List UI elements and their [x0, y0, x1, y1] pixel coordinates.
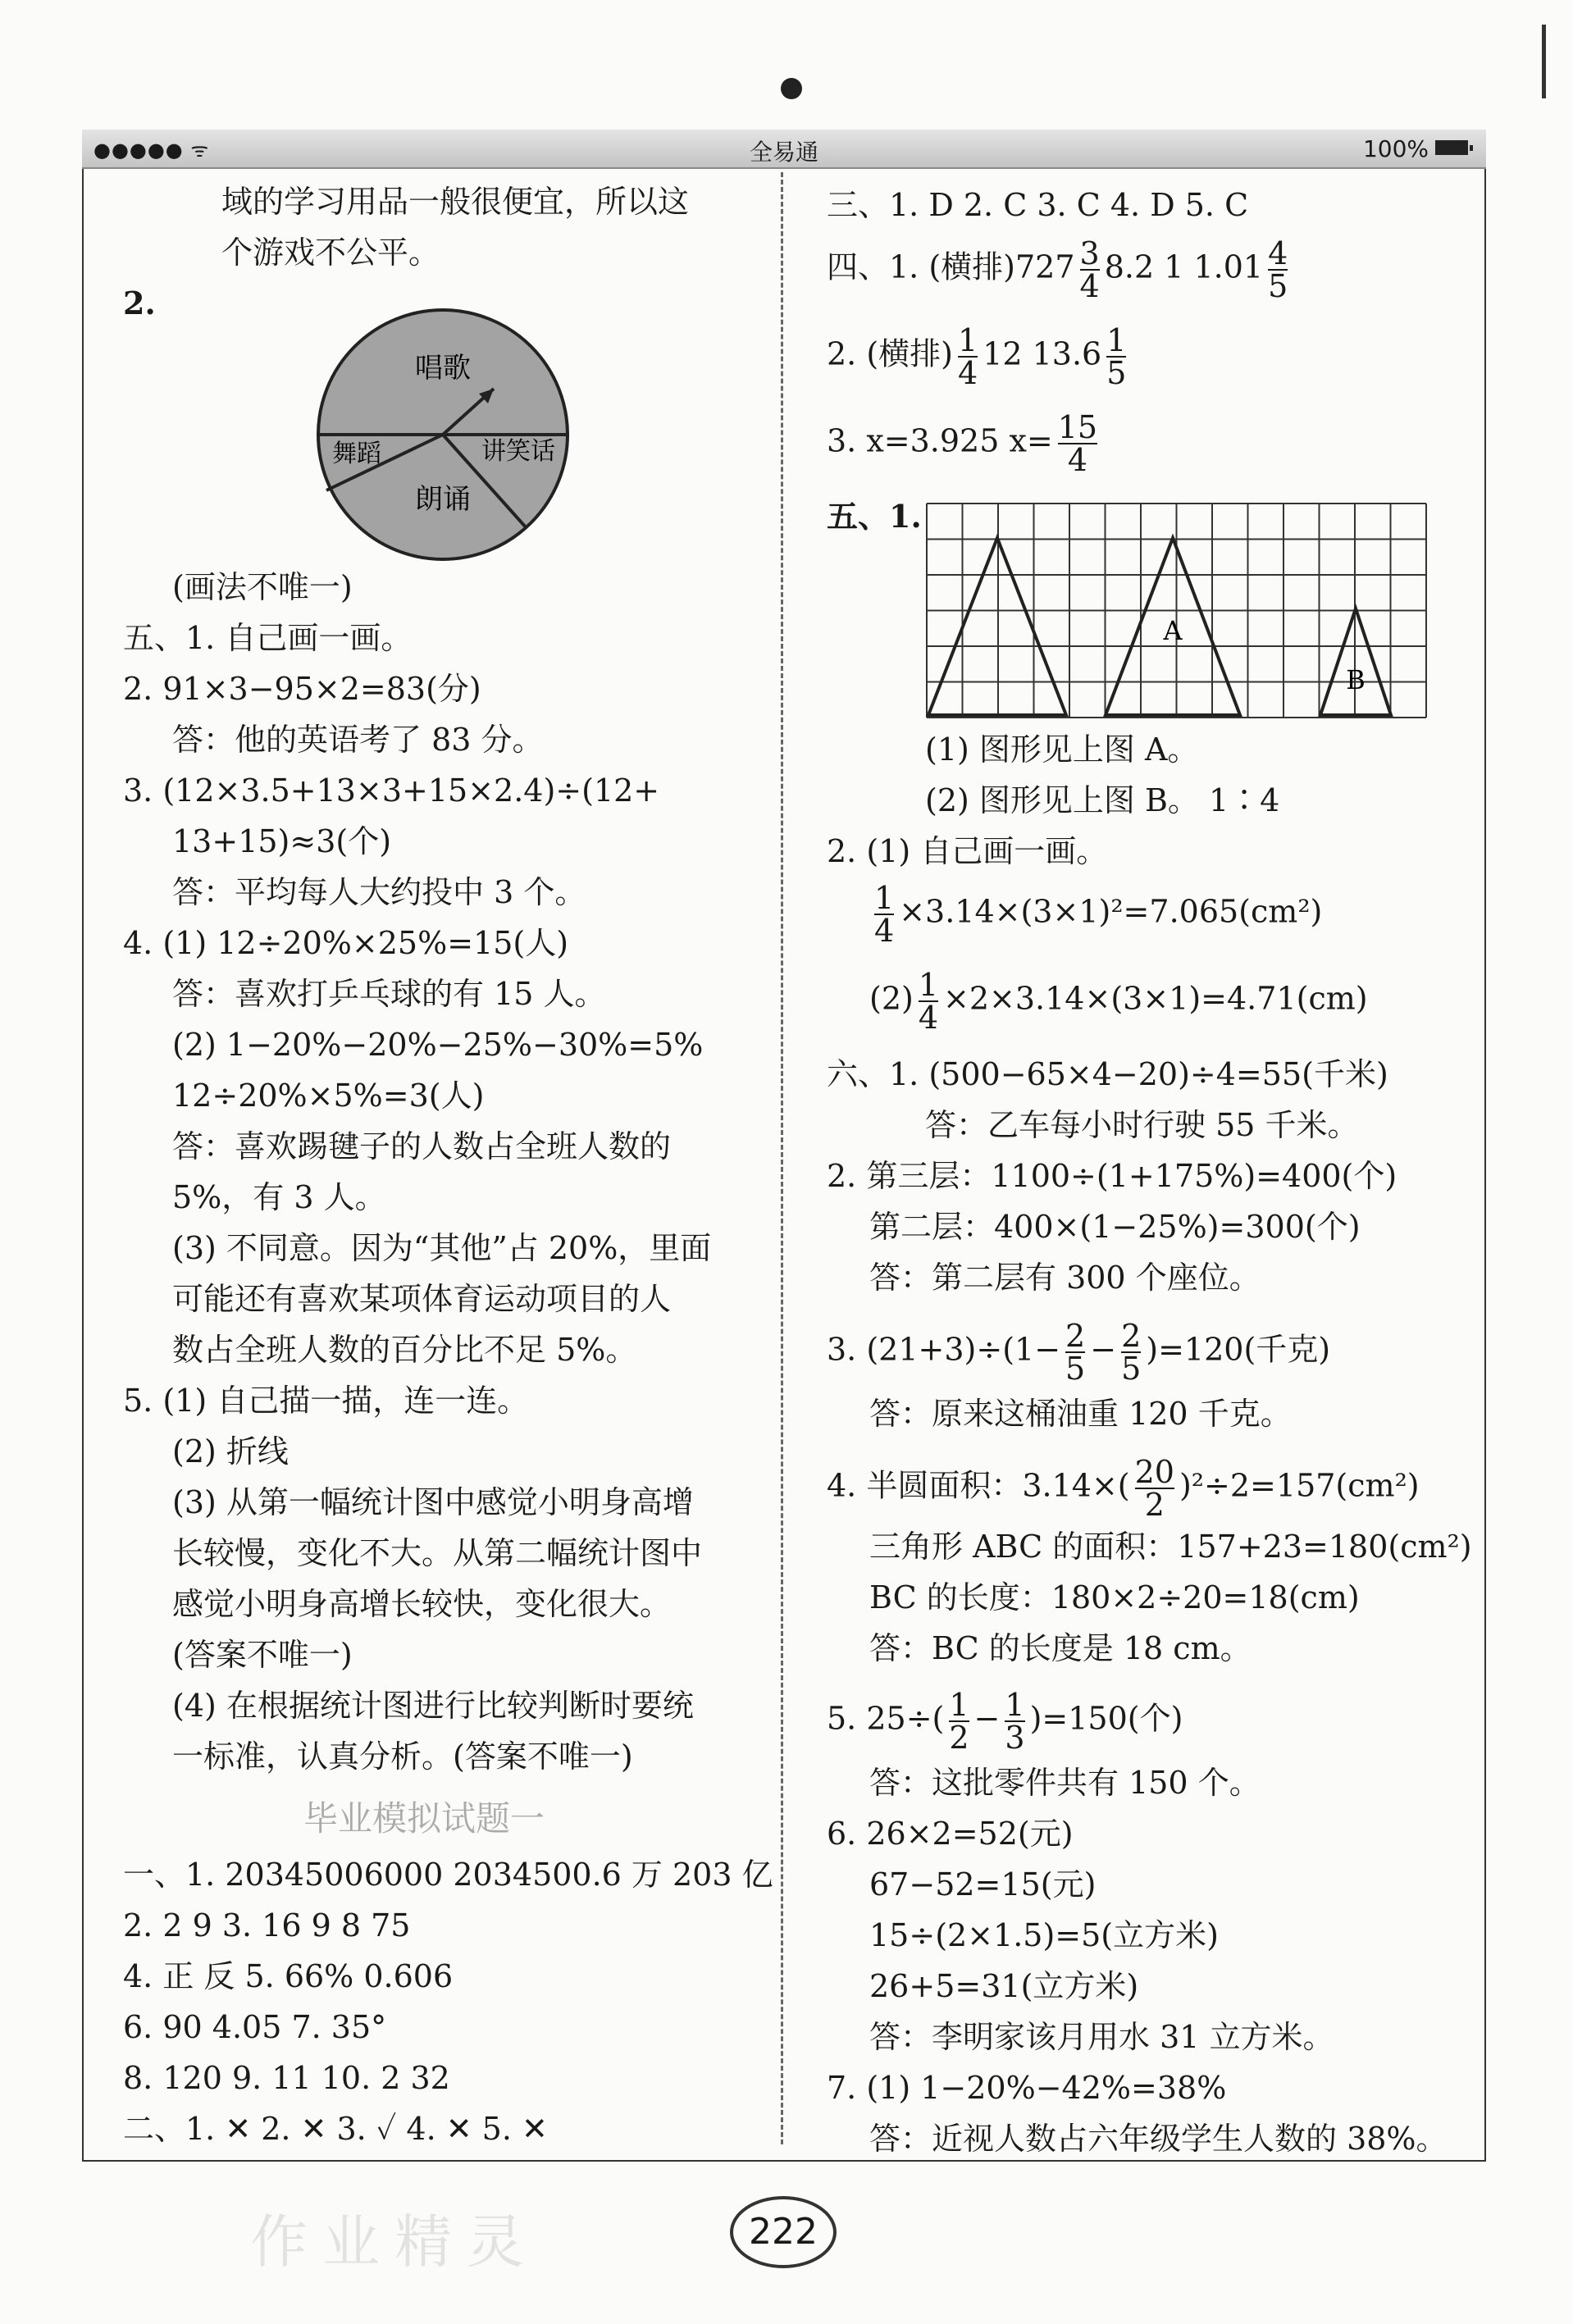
text-line: 26+5=31(立方米) [869, 1968, 1139, 2004]
text-line: 5%，有 3 人。 [172, 1179, 386, 1215]
section-title: 毕业模拟试题一 [303, 1798, 545, 1839]
text-line: (2) $\frac{1}{4}$ ×2×3.14×(3×1)=4.71(cm) [869, 967, 1368, 1036]
text-line: (画法不唯一) [172, 569, 353, 605]
text-line: 2. 91×3−95×2=83(分) [123, 671, 481, 707]
text-line: 6. 90 4.05 7. 35° [123, 2009, 387, 2045]
text-line: 答：近视人数占六年级学生人数的 38%。 [869, 2121, 1448, 2157]
text-line: 6. 26×2=52(元) [827, 1816, 1074, 1852]
item-number: 五、1. [827, 498, 922, 535]
text-line: 感觉小明身高增长较快，变化很大。 [172, 1586, 672, 1622]
top-dot [781, 78, 802, 99]
text-line: (2) 1−20%−20%−25%−30%=5% [172, 1027, 704, 1063]
edge-mark [1542, 25, 1546, 98]
text-line: 个游戏不公平。 [221, 235, 440, 271]
text-line: 2. 第三层：1100÷(1+175%)=400(个) [827, 1158, 1397, 1194]
text-line: 4. 半圆面积：3.14×( $\frac{20}{2}$ )²÷2=157(cm²) [827, 1454, 1420, 1523]
text-line: 15÷(2×1.5)=5(立方米) [869, 1917, 1219, 1953]
text-line: 答：乙车每小时行驶 55 千米。 [925, 1107, 1359, 1143]
app-title: 全易通 [749, 139, 818, 166]
text-line: (4) 在根据统计图进行比较判断时要统 [172, 1688, 694, 1724]
text-line: 二、1. ✕ 2. ✕ 3. ✓ 4. ✕ 5. ✕ [123, 2111, 548, 2147]
text-line: 一、1. 20345006000 2034500.6 万 203 亿 [123, 1857, 773, 1893]
text-line: 答：第二层有 300 个座位。 [869, 1260, 1261, 1296]
text-line: 3. (21+3)÷(1− $\frac{2}{5}$ − $\frac{2}{5}$ )=120(千克) [827, 1318, 1331, 1387]
pie-chart [312, 303, 574, 566]
text-line: 7. (1) 1−20%−42%=38% [827, 2070, 1227, 2106]
text-line: 3. (12×3.5+13×3+15×2.4)÷(12+ [123, 772, 660, 809]
text-line: 4. 正 反 5. 66% 0.606 [123, 1958, 454, 1994]
text-line: 2. (1) 自己画一画。 [827, 833, 1108, 869]
text-line: 67−52=15(元) [869, 1866, 1097, 1902]
text-line: (3) 从第一幅统计图中感觉小明身高增 [172, 1484, 694, 1520]
text-line: 12÷20%×5%=3(人) [172, 1078, 485, 1114]
text-line: 四、1. (横排)727 $\frac{3}{4}$ 8.2 1 1.01 $\frac{4}{5}$ [827, 235, 1288, 304]
column-divider [781, 172, 783, 2144]
text-line: 答：喜欢打乒乓球的有 15 人。 [172, 976, 606, 1012]
signal-icon: ●●●●● ᯤ [93, 139, 210, 162]
pie-label-dance: 舞蹈 [332, 440, 381, 468]
watermark: 作业精灵 [250, 2208, 539, 2276]
status-bar [82, 130, 1486, 169]
text-line: 第二层：400×(1−25%)=300(个) [869, 1209, 1361, 1245]
text-line: 4. (1) 12÷20%×25%=15(人) [123, 925, 569, 961]
text-line: 域的学习用品一般很便宜，所以这 [221, 184, 690, 220]
triangle-b-label: B [1346, 664, 1366, 695]
text-line: 5. (1) 自己描一描，连一连。 [123, 1383, 529, 1419]
text-line: 可能还有喜欢某项体育运动项目的人 [172, 1281, 672, 1317]
text-line: 2. 2 9 3. 16 9 8 75 [123, 1907, 411, 1944]
text-line: 答：BC 的长度是 18 cm。 [869, 1630, 1252, 1666]
text-line: 长较慢，变化不大。从第二幅统计图中 [172, 1535, 703, 1571]
pie-label-sing: 唱歌 [415, 352, 471, 385]
text-line: 五、1. 自己画一画。 [123, 620, 413, 656]
text-line: 答：这批零件共有 150 个。 [869, 1765, 1261, 1801]
text-line: 三、1. D 2. C 3. C 4. D 5. C [827, 187, 1249, 223]
grid-diagram [925, 502, 1427, 719]
text-line: 8. 120 9. 11 10. 2 32 [123, 2060, 450, 2096]
text-line: 答：原来这桶油重 120 千克。 [869, 1396, 1292, 1432]
text-line: 13+15)≈3(个) [172, 823, 392, 859]
page-number: 222 [730, 2196, 837, 2268]
text-line: 数占全班人数的百分比不足 5%。 [172, 1332, 637, 1368]
battery-label: 100% [1362, 135, 1429, 162]
text-line: 三角形 ABC 的面积：157+23=180(cm²) [869, 1529, 1472, 1565]
text-line: 答：平均每人大约投中 3 个。 [172, 874, 586, 910]
item-number: 2. [123, 285, 156, 321]
text-line: (1) 图形见上图 A。 [925, 731, 1199, 768]
pie-label-joke: 讲笑话 [481, 437, 555, 466]
text-line: (2) 图形见上图 B。 1∶4 [925, 782, 1280, 818]
triangle-a-label: A [1163, 615, 1183, 646]
text-line: 答：喜欢踢毽子的人数占全班人数的 [172, 1128, 672, 1164]
text-line: (3) 不同意。因为“其他”占 20%，里面 [172, 1230, 712, 1266]
battery-icon [1435, 140, 1468, 155]
text-line: (答案不唯一) [172, 1637, 353, 1673]
text-line: 2. (横排) $\frac{1}{4}$ 12 13.6 $\frac{1}{5}$ [827, 322, 1127, 391]
text-line: (2) 折线 [172, 1433, 289, 1470]
text-line: 5. 25÷( $\frac{1}{2}$ − $\frac{1}{3}$ )=150(个) [827, 1687, 1183, 1756]
text-line: 3. x=3.925 x= $\frac{15}{4}$ [827, 409, 1098, 478]
text-line: 一标准，认真分析。(答案不唯一) [172, 1738, 633, 1775]
text-line: 答：李明家该月用水 31 立方米。 [869, 2019, 1334, 2055]
pie-label-recite: 朗诵 [415, 483, 471, 516]
text-line: $\frac{1}{4}$ ×3.14×(3×1)²=7.065(cm²) [874, 880, 1323, 949]
text-line: 答：他的英语考了 83 分。 [172, 722, 544, 758]
text-line: BC 的长度：180×2÷20=18(cm) [869, 1579, 1360, 1615]
text-line: 六、1. (500−65×4−20)÷4=55(千米) [827, 1056, 1388, 1092]
